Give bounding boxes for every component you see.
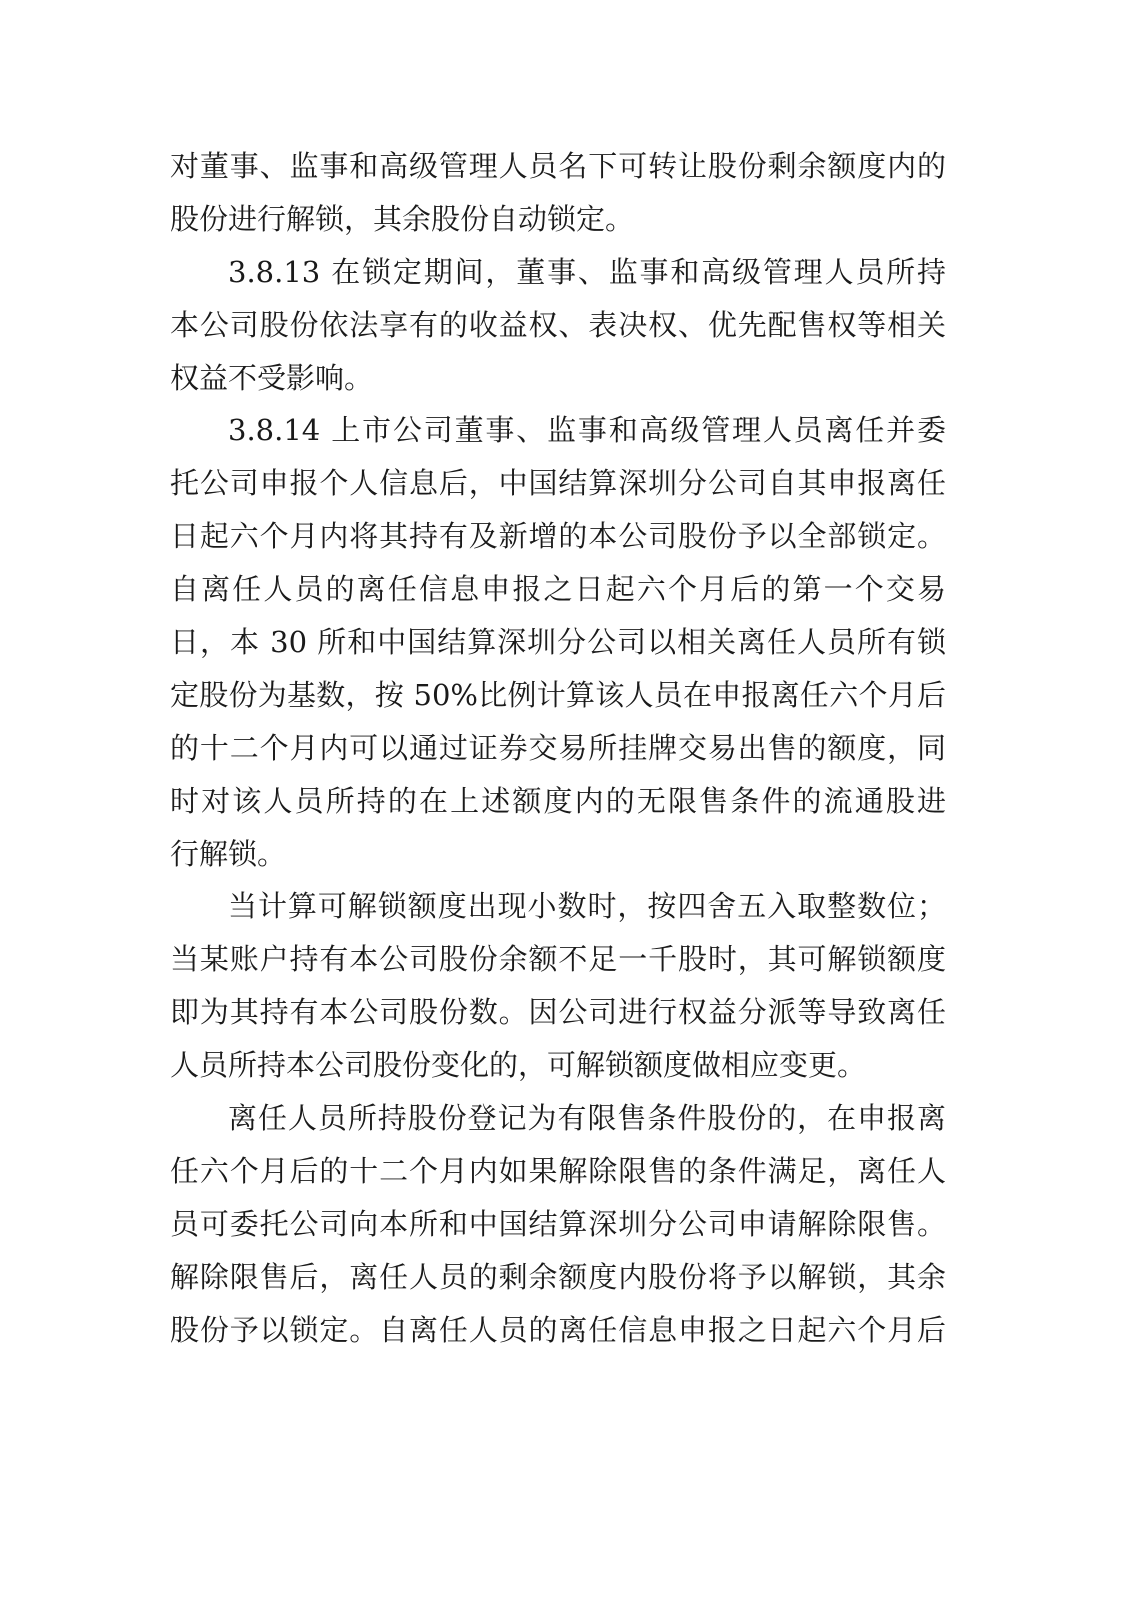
- text-line: 解除限售后，离任人员的剩余额度内股份将予以解锁，其余: [170, 1259, 946, 1294]
- text-line: 员可委托公司向本所和中国结算深圳分公司申请解除限售。: [170, 1206, 946, 1241]
- text-line: 任六个月后的十二个月内如果解除限售的条件满足，离任人: [170, 1153, 946, 1188]
- text-line: 自离任人员的离任信息申报之日起六个月后的第一个交易: [170, 572, 946, 607]
- text-line: 即为其持有本公司股份数。因公司进行权益分派等导致离任: [170, 995, 946, 1030]
- text-line: 股份进行解锁，其余股份自动锁定。: [170, 201, 635, 236]
- text-line: 本公司股份依法享有的收益权、表决权、优先配售权等相关: [170, 307, 946, 342]
- text-line: 托公司申报个人信息后，中国结算深圳分公司自其申报离任: [170, 466, 946, 501]
- text-line: 当某账户持有本公司股份余额不足一千股时，其可解锁额度: [170, 942, 946, 977]
- text-line: 日，本 30 所和中国结算深圳分公司以相关离任人员所有锁: [170, 625, 946, 660]
- text-line: 对董事、监事和高级管理人员名下可转让股份剩余额度内的: [170, 149, 946, 183]
- text-line: 的十二个月内可以通过证券交易所挂牌交易出售的额度，同: [170, 730, 946, 765]
- text-line: 3.8.14 上市公司董事、监事和高级管理人员离任并委: [228, 413, 946, 448]
- text-line: 当计算可解锁额度出现小数时，按四舍五入取整数位；: [228, 889, 946, 924]
- text-line: 权益不受影响。: [170, 360, 374, 395]
- text-line: 人员所持本公司股份变化的，可解锁额度做相应变更。: [170, 1048, 867, 1083]
- text-line: 日起六个月内将其持有及新增的本公司股份予以全部锁定。: [170, 519, 946, 554]
- text-line: 3.8.13 在锁定期间，董事、监事和高级管理人员所持: [228, 254, 946, 289]
- text-line: 时对该人员所持的在上述额度内的无限售条件的流通股进: [170, 783, 946, 818]
- text-line: 离任人员所持股份登记为有限售条件股份的，在申报离: [228, 1101, 946, 1136]
- text-line: 股份予以锁定。自离任人员的离任信息申报之日起六个月后: [170, 1312, 946, 1347]
- document-body: [170, 140, 946, 1356]
- text-line: 定股份为基数，按 50%比例计算该人员在申报离任六个月后: [170, 677, 946, 712]
- text-line: 行解锁。: [170, 836, 287, 871]
